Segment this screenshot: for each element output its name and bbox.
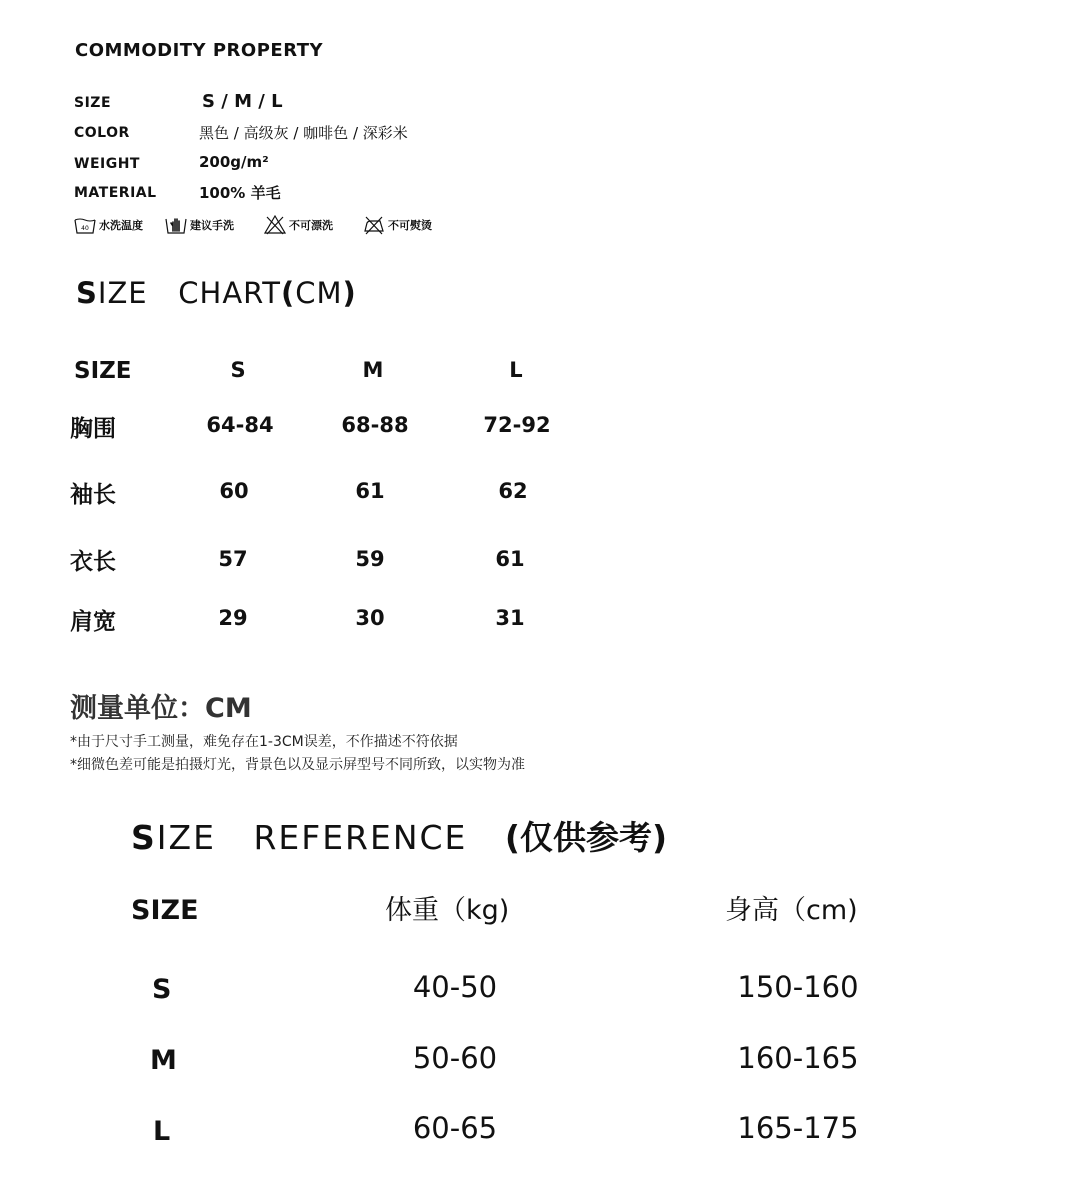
size-chart-cell: 61 (355, 479, 385, 503)
size-reference-row-weight: 60-65 (412, 1111, 498, 1145)
size-chart-row-label-length: 衣长 (70, 549, 116, 575)
care-label-hand-wash: 建议手洗 (190, 219, 234, 232)
property-label-material: MATERIAL (74, 185, 157, 201)
property-value-weight: 200g/m² (199, 153, 269, 171)
size-reference-title (131, 812, 667, 859)
wash-temperature-icon (74, 214, 96, 236)
size-chart-cell: 59 (355, 547, 385, 571)
hand-wash-icon (165, 214, 187, 236)
size-chart-cell: 62 (498, 479, 528, 503)
property-label-size: SIZE (74, 95, 112, 111)
size-chart-title-cap: S (76, 276, 98, 310)
size-reference-title-rest: IZE REFERENCE (156, 818, 505, 857)
size-reference-header-weight: 体重（kg) (385, 895, 510, 926)
size-reference-row-weight: 50-60 (412, 1041, 498, 1075)
care-item-no-iron (363, 214, 432, 236)
care-item-hand-wash (165, 214, 234, 236)
size-reference-row-height: 150-160 (737, 970, 859, 1004)
size-chart-cell: 31 (495, 606, 525, 630)
property-value-material: 100% 羊毛 (199, 184, 281, 202)
size-chart-row-label-shoulder: 肩宽 (70, 609, 116, 635)
size-chart-row-label-chest: 胸围 (70, 416, 116, 442)
size-chart-title (76, 276, 357, 310)
care-label-no-bleach: 不可漂洗 (289, 219, 333, 232)
size-chart-title-rest: IZE CHART (97, 276, 281, 310)
size-reference-header-size: SIZE (131, 895, 199, 926)
wash-temperature-value: 40 (81, 225, 89, 232)
size-reference-title-note: (仅供参考) (504, 818, 668, 857)
size-chart-title-unit: CM (295, 276, 343, 310)
property-label-color: COLOR (74, 125, 130, 141)
care-label-no-iron: 不可熨烫 (388, 219, 432, 232)
size-chart-cell: 61 (495, 547, 525, 571)
size-chart-header-size: SIZE (74, 358, 132, 384)
size-chart-row-label-sleeve: 袖长 (70, 482, 116, 508)
size-reference-row-weight: 40-50 (412, 970, 498, 1004)
size-chart-header-l: L (509, 358, 523, 382)
size-chart-title-paren-close: ) (342, 276, 357, 310)
size-chart-cell: 68-88 (341, 413, 409, 437)
care-item-wash-temperature (74, 214, 143, 236)
size-chart-cell: 29 (218, 606, 248, 630)
size-chart-header-s: S (230, 358, 246, 382)
no-bleach-icon (264, 214, 286, 236)
size-chart-cell: 30 (355, 606, 385, 630)
size-chart-cell: 57 (218, 547, 248, 571)
note-line: *细微色差可能是拍摄灯光，背景色以及显示屏型号不同所致，以实物为准 (70, 757, 525, 773)
size-reference-row-height: 160-165 (737, 1041, 859, 1075)
commodity-property-title: COMMODITY PROPERTY (75, 40, 324, 61)
property-value-size: S / M / L (202, 91, 283, 112)
care-item-no-bleach (264, 214, 333, 236)
note-line: *由于尺寸手工测量，难免存在1-3CM误差，不作描述不符依据 (70, 734, 458, 750)
measurement-unit: 测量单位：CM (70, 693, 252, 724)
size-reference-header-height: 身高（cm) (725, 895, 858, 926)
property-label-weight: WEIGHT (74, 156, 140, 172)
size-reference-row-height: 165-175 (737, 1111, 859, 1145)
size-chart-title-paren-open: ( (280, 276, 296, 310)
size-reference-row-size: S (152, 974, 172, 1005)
care-label-wash-temperature: 水洗温度 (99, 219, 143, 232)
property-value-color: 黑色 / 高级灰 / 咖啡色 / 深彩米 (199, 124, 408, 142)
size-chart-cell: 72-92 (483, 413, 551, 437)
size-reference-title-cap: S (131, 818, 157, 857)
care-instructions (74, 212, 454, 238)
size-chart-cell: 60 (219, 479, 249, 503)
size-reference-row-size: M (150, 1045, 177, 1076)
size-chart-cell: 64-84 (206, 413, 274, 437)
no-iron-icon (363, 214, 385, 236)
size-reference-row-size: L (153, 1116, 171, 1147)
size-chart-header-m: M (362, 358, 384, 382)
